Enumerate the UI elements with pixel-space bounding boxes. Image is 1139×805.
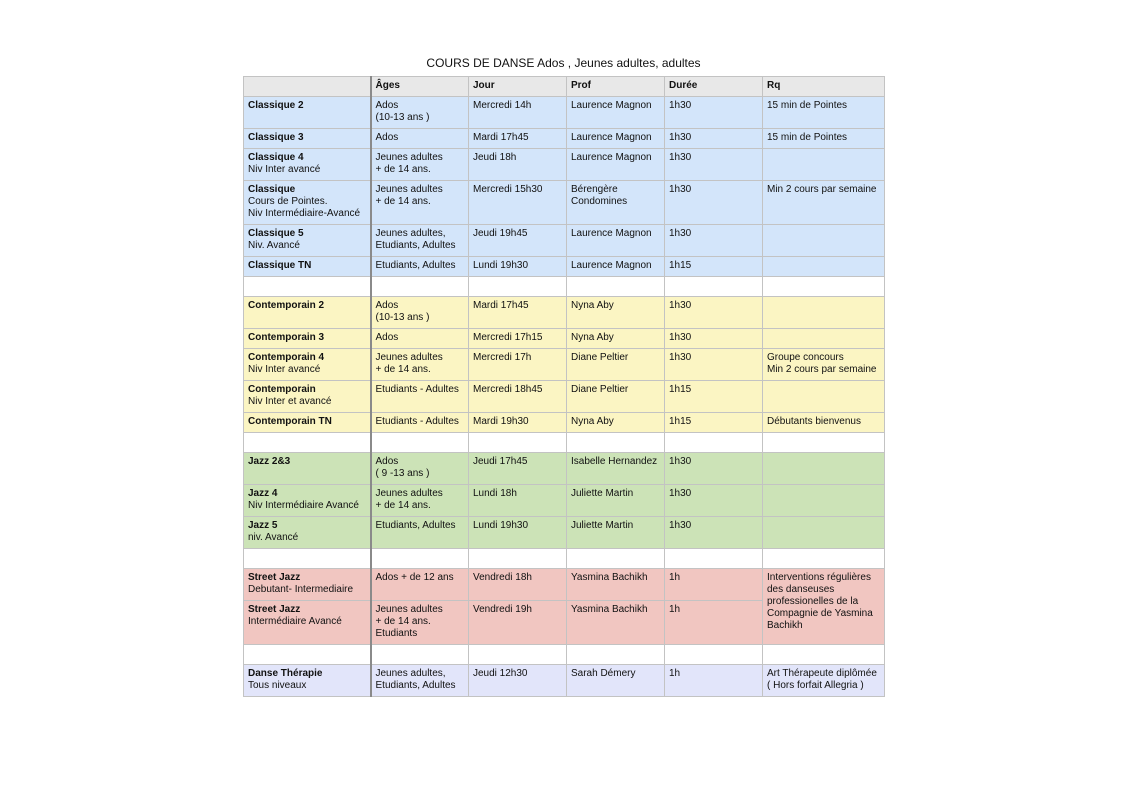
empty-cell — [567, 433, 665, 453]
prof-cell-line: Yasmina Bachikh — [571, 572, 648, 583]
header-course — [244, 77, 371, 97]
course-name-cell-line: Cours de Pointes. — [248, 196, 328, 207]
course-name-cell — [244, 257, 371, 277]
prof-cell-line: Sarah Démery — [571, 668, 636, 679]
rq-cell-line: Groupe concours — [767, 352, 844, 363]
header-rq: Rq — [763, 77, 885, 97]
course-name-cell-line: Niv Intermédiaire-Avancé — [248, 208, 361, 219]
ages-cell — [371, 129, 469, 149]
rq-cell-line: des danseuses — [767, 584, 835, 595]
ages-cell-line: Etudiants, Adultes — [375, 520, 456, 531]
table-row — [244, 297, 885, 329]
rq-cell — [763, 257, 885, 277]
ages-cell — [371, 149, 469, 181]
course-name-cell-line: Contemporain 3 — [248, 332, 325, 343]
course-name-cell — [244, 129, 371, 149]
jour-cell: Mardi 17h45 — [469, 129, 567, 149]
ages-cell — [371, 97, 469, 129]
header-ages: Âges — [371, 77, 469, 97]
prof-cell — [567, 297, 665, 329]
empty-cell — [244, 277, 371, 297]
ages-cell-line: Ados + de 12 ans — [375, 572, 454, 583]
course-name-cell-line: Jazz 5 — [248, 520, 278, 531]
rq-cell — [763, 453, 885, 485]
table-row — [244, 181, 885, 225]
duree-cell: 1h30 — [665, 129, 763, 149]
rq-cell-line: Min 2 cours par semaine — [767, 184, 877, 195]
table-row — [244, 485, 885, 517]
prof-cell — [567, 453, 665, 485]
empty-cell — [371, 277, 469, 297]
empty-cell — [244, 645, 371, 665]
empty-cell — [469, 277, 567, 297]
course-name-cell-line: Niv Inter et avancé — [248, 396, 332, 407]
course-name-cell-line: Niv. Avancé — [248, 240, 300, 251]
page-title: COURS DE DANSE Ados , Jeunes adultes, adultes — [426, 56, 701, 70]
duree-cell: 1h30 — [665, 225, 763, 257]
rq-cell — [763, 225, 885, 257]
jour-cell: Lundi 19h30 — [469, 257, 567, 277]
empty-cell — [469, 549, 567, 569]
jour-cell: Mercredi 18h45 — [469, 381, 567, 413]
prof-cell-line: Laurence Magnon — [571, 100, 652, 111]
duree-cell: 1h30 — [665, 453, 763, 485]
rq-cell — [763, 181, 885, 225]
header-prof: Prof — [567, 77, 665, 97]
duree-cell: 1h30 — [665, 97, 763, 129]
prof-cell-line: Nyna Aby — [571, 332, 614, 343]
ages-cell — [371, 257, 469, 277]
prof-cell-line: Nyna Aby — [571, 416, 614, 427]
rq-cell-line: Débutants bienvenus — [767, 416, 861, 427]
ages-cell-line: Ados — [375, 332, 399, 343]
course-name-cell-line: Contemporain 4 — [248, 352, 325, 363]
ages-cell — [371, 453, 469, 485]
course-name-cell-line: Classique 4 — [248, 152, 304, 163]
ages-cell-line: Jeunes adultes — [375, 604, 443, 615]
ages-cell — [371, 181, 469, 225]
rq-cell-line: ( Hors forfait Allegria ) — [767, 680, 864, 691]
course-name-cell — [244, 413, 371, 433]
ages-cell — [371, 349, 469, 381]
ages-cell-line: Ados — [375, 132, 399, 143]
duree-cell: 1h30 — [665, 181, 763, 225]
course-name-cell — [244, 517, 371, 549]
course-name-cell — [244, 225, 371, 257]
ages-cell-line: Etudiants — [375, 628, 418, 639]
course-name-cell-line: Intermédiaire Avancé — [248, 616, 342, 627]
course-name-cell — [244, 149, 371, 181]
rq-cell — [763, 569, 885, 645]
jour-cell: Lundi 19h30 — [469, 517, 567, 549]
table-row — [244, 257, 885, 277]
rq-cell — [763, 665, 885, 697]
prof-cell — [567, 485, 665, 517]
course-name-cell-line: Jazz 4 — [248, 488, 278, 499]
empty-cell — [763, 433, 885, 453]
empty-cell — [567, 277, 665, 297]
ages-cell-line: Etudiants - Adultes — [375, 384, 459, 395]
course-name-cell-line: Classique 2 — [248, 100, 304, 111]
course-name-cell-line: Tous niveaux — [248, 680, 307, 691]
empty-cell — [763, 549, 885, 569]
course-name-cell-line: Niv Inter avancé — [248, 164, 321, 175]
course-name-cell — [244, 297, 371, 329]
header-duree: Durée — [665, 77, 763, 97]
ages-cell-line: Etudiants - Adultes — [375, 416, 459, 427]
prof-cell-line: Diane Peltier — [571, 352, 629, 363]
table-row — [244, 413, 885, 433]
header-jour: Jour — [469, 77, 567, 97]
table-row — [244, 517, 885, 549]
prof-cell-line: Laurence Magnon — [571, 260, 652, 271]
duree-cell: 1h15 — [665, 413, 763, 433]
course-name-cell — [244, 485, 371, 517]
duree-cell: 1h30 — [665, 329, 763, 349]
table-row — [244, 453, 885, 485]
empty-cell — [665, 433, 763, 453]
jour-cell: Jeudi 17h45 — [469, 453, 567, 485]
course-name-cell-line: Contemporain TN — [248, 416, 332, 427]
prof-cell — [567, 329, 665, 349]
ages-cell-line: Ados — [375, 300, 399, 311]
ages-cell-line: ( 9 -13 ans ) — [375, 468, 430, 479]
ages-cell-line: + de 14 ans. — [375, 164, 431, 175]
prof-cell — [567, 349, 665, 381]
ages-cell-line: Jeunes adultes — [375, 152, 443, 163]
duree-cell: 1h30 — [665, 297, 763, 329]
jour-cell: Mercredi 14h — [469, 97, 567, 129]
empty-cell — [665, 645, 763, 665]
ages-cell — [371, 569, 469, 601]
jour-cell: Lundi 18h — [469, 485, 567, 517]
ages-cell-line: Ados — [375, 100, 399, 111]
course-name-cell — [244, 569, 371, 601]
course-schedule-table — [243, 76, 885, 697]
table-row — [244, 149, 885, 181]
prof-cell-line: Laurence Magnon — [571, 228, 652, 239]
duree-cell: 1h15 — [665, 257, 763, 277]
jour-cell: Jeudi 18h — [469, 149, 567, 181]
group-separator-row — [244, 433, 885, 453]
prof-cell-line: Nyna Aby — [571, 300, 614, 311]
prof-cell-line: Laurence Magnon — [571, 152, 652, 163]
rq-cell-line: Art Thérapeute diplômée — [767, 668, 877, 679]
course-name-cell-line: Contemporain 2 — [248, 300, 325, 311]
empty-cell — [469, 645, 567, 665]
course-name-cell — [244, 601, 371, 645]
empty-cell — [244, 433, 371, 453]
empty-cell — [567, 549, 665, 569]
group-separator-row — [244, 277, 885, 297]
ages-cell-line: Etudiants, Adultes — [375, 680, 456, 691]
course-name-cell — [244, 349, 371, 381]
course-name-cell-line: Classique TN — [248, 260, 312, 271]
ages-cell — [371, 413, 469, 433]
jour-cell: Jeudi 19h45 — [469, 225, 567, 257]
ages-cell — [371, 601, 469, 645]
prof-cell — [567, 517, 665, 549]
ages-cell-line: Jeunes adultes, — [375, 228, 446, 239]
empty-cell — [763, 645, 885, 665]
empty-cell — [371, 433, 469, 453]
ages-cell — [371, 329, 469, 349]
ages-cell-line: Etudiants, Adultes — [375, 260, 456, 271]
ages-cell-line: Jeunes adultes — [375, 488, 443, 499]
table-header-row — [244, 77, 885, 97]
table-row — [244, 329, 885, 349]
ages-cell — [371, 297, 469, 329]
rq-cell — [763, 149, 885, 181]
rq-cell-line: Compagnie de Yasmina — [767, 608, 873, 619]
rq-cell — [763, 413, 885, 433]
course-name-cell — [244, 181, 371, 225]
empty-cell — [763, 277, 885, 297]
course-name-cell — [244, 329, 371, 349]
rq-cell-line: 15 min de Pointes — [767, 100, 848, 111]
course-name-cell-line: Danse Thérapie — [248, 668, 323, 679]
rq-cell — [763, 349, 885, 381]
rq-cell — [763, 485, 885, 517]
course-name-cell-line: Classique 3 — [248, 132, 304, 143]
table-row — [244, 381, 885, 413]
jour-cell: Mardi 19h30 — [469, 413, 567, 433]
jour-cell: Mercredi 17h — [469, 349, 567, 381]
duree-cell: 1h30 — [665, 517, 763, 549]
empty-cell — [244, 549, 371, 569]
duree-cell: 1h30 — [665, 149, 763, 181]
prof-cell-line: Juliette Martin — [571, 488, 634, 499]
ages-cell — [371, 665, 469, 697]
prof-cell — [567, 149, 665, 181]
course-name-cell — [244, 97, 371, 129]
ages-cell — [371, 225, 469, 257]
prof-cell — [567, 569, 665, 601]
ages-cell — [371, 381, 469, 413]
ages-cell-line: Ados — [375, 456, 399, 467]
table-body — [244, 97, 885, 697]
ages-cell-line: + de 14 ans. — [375, 196, 431, 207]
course-name-cell-line: Debutant- Intermediaire — [248, 584, 354, 595]
prof-cell — [567, 601, 665, 645]
duree-cell: 1h — [665, 601, 763, 645]
jour-cell: Mardi 17h45 — [469, 297, 567, 329]
table-row — [244, 569, 885, 601]
table-row — [244, 97, 885, 129]
prof-cell — [567, 225, 665, 257]
duree-cell: 1h15 — [665, 381, 763, 413]
jour-cell: Mercredi 17h15 — [469, 329, 567, 349]
prof-cell-line: Yasmina Bachikh — [571, 604, 648, 615]
empty-cell — [665, 549, 763, 569]
rq-cell-line: 15 min de Pointes — [767, 132, 848, 143]
course-name-cell-line: Niv Inter avancé — [248, 364, 321, 375]
prof-cell-line: Bérengère — [571, 184, 618, 195]
course-name-cell — [244, 665, 371, 697]
duree-cell: 1h30 — [665, 349, 763, 381]
ages-cell-line: + de 14 ans. — [375, 500, 431, 511]
ages-cell-line: Etudiants, Adultes — [375, 240, 456, 251]
rq-cell-line: Bachikh — [767, 620, 803, 631]
prof-cell — [567, 381, 665, 413]
empty-cell — [665, 277, 763, 297]
ages-cell-line: (10-13 ans ) — [375, 312, 430, 323]
table-row — [244, 665, 885, 697]
course-name-cell-line: Classique 5 — [248, 228, 304, 239]
ages-cell — [371, 485, 469, 517]
rq-cell — [763, 97, 885, 129]
prof-cell — [567, 413, 665, 433]
course-name-cell-line: Street Jazz — [248, 604, 301, 615]
prof-cell — [567, 181, 665, 225]
prof-cell — [567, 257, 665, 277]
ages-cell — [371, 517, 469, 549]
course-name-cell-line: Classique — [248, 184, 296, 195]
course-name-cell-line: niv. Avancé — [248, 532, 299, 543]
course-name-cell — [244, 381, 371, 413]
prof-cell — [567, 129, 665, 149]
rq-cell-line: Interventions régulières — [767, 572, 871, 583]
group-separator-row — [244, 549, 885, 569]
rq-cell — [763, 297, 885, 329]
duree-cell: 1h30 — [665, 485, 763, 517]
empty-cell — [371, 549, 469, 569]
jour-cell: Jeudi 12h30 — [469, 665, 567, 697]
empty-cell — [371, 645, 469, 665]
rq-cell — [763, 517, 885, 549]
jour-cell: Vendredi 18h — [469, 569, 567, 601]
table-row — [244, 129, 885, 149]
course-name-cell-line: Street Jazz — [248, 572, 301, 583]
rq-cell — [763, 381, 885, 413]
ages-cell-line: + de 14 ans. — [375, 616, 431, 627]
table-row — [244, 225, 885, 257]
jour-cell: Mercredi 15h30 — [469, 181, 567, 225]
prof-cell-line: Diane Peltier — [571, 384, 629, 395]
rq-cell-line: Min 2 cours par semaine — [767, 364, 877, 375]
prof-cell — [567, 97, 665, 129]
prof-cell-line: Juliette Martin — [571, 520, 634, 531]
ages-cell-line: Jeunes adultes, — [375, 668, 446, 679]
prof-cell-line: Isabelle Hernandez — [571, 456, 658, 467]
course-name-cell-line: Niv Intermédiaire Avancé — [248, 500, 359, 511]
empty-cell — [567, 645, 665, 665]
rq-cell-line: professionelles de la — [767, 596, 859, 607]
course-name-cell — [244, 453, 371, 485]
ages-cell-line: + de 14 ans. — [375, 364, 431, 375]
duree-cell: 1h — [665, 665, 763, 697]
prof-cell-line: Laurence Magnon — [571, 132, 652, 143]
ages-cell-line: Jeunes adultes — [375, 352, 443, 363]
ages-cell-line: Jeunes adultes — [375, 184, 443, 195]
rq-cell — [763, 129, 885, 149]
rq-cell — [763, 329, 885, 349]
prof-cell — [567, 665, 665, 697]
jour-cell: Vendredi 19h — [469, 601, 567, 645]
course-name-cell-line: Jazz 2&3 — [248, 456, 291, 467]
empty-cell — [469, 433, 567, 453]
duree-cell: 1h — [665, 569, 763, 601]
course-name-cell-line: Contemporain — [248, 384, 316, 395]
ages-cell-line: (10-13 ans ) — [375, 112, 430, 123]
group-separator-row — [244, 645, 885, 665]
table-row — [244, 349, 885, 381]
prof-cell-line: Condomines — [571, 196, 628, 207]
